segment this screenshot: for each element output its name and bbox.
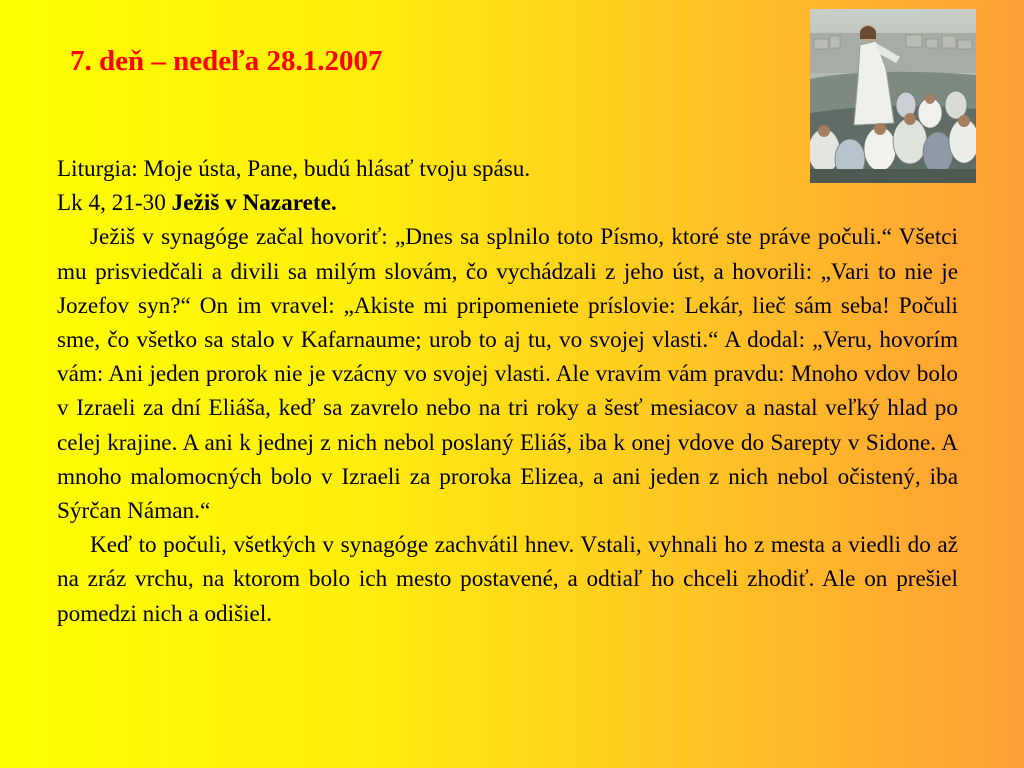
- reading-text: [57, 152, 958, 631]
- slide-title: 7. deň – nedeľa 28.1.2007: [70, 45, 383, 77]
- reading-heading: [57, 186, 958, 220]
- gospel-paragraph: Keď to počuli, všetkých v synagóge zachvátil hnev. Vstali, vyhnali ho z mesta a viedli do až na zráz vrchu, na ktorom bolo ich mesto postavené, a odtiaľ ho chceli zhodiť. Ale on prešiel pomedzi nich a odišiel.: [57, 532, 958, 627]
- reading-title: Ježiš v Nazarete.: [171, 190, 337, 217]
- gospel-paragraph: Ježiš v synagóge začal hovoriť: „Dnes sa splnilo toto Písmo, ktoré ste práve počuli.“ Všetci mu prisviedčali a divili sa milým slovám, čo vychádzali z jeho úst, a hovorili: „Vari to nie je Jozefov syn?“ On im vravel: „Akiste mi pripomeniete príslovie: Lekár, lieč sám seba! Počuli sme, čo všetko sa stalo v Kafarnaume; urob to aj tu, vo svojej vlasti.“ A dodal: „Veru, hovorím vám: Ani jeden prorok nie je vzácny vo svojej vlasti. Ale vravím vám pravdu: Mnoho vdov bolo v Izraeli za dní Eliáša, keď sa zavrelo nebo na tri roky a šesť mesiacov a nastal veľký hlad po celej krajine. A ani k jednej z nich nebol poslaný Eliáš, iba k onej vdove do Sarepty v Sidone. A mnoho malomocných bolo v Izraeli za proroka Elizea, a ani jeden z nich nebol očistený, iba Sýrčan Náman.“: [57, 224, 958, 525]
- reading-reference: Lk 4, 21-30: [57, 190, 166, 217]
- liturgy-line: Liturgia: Moje ústa, Pane, budú hlásať tvoju spásu.: [57, 156, 531, 182]
